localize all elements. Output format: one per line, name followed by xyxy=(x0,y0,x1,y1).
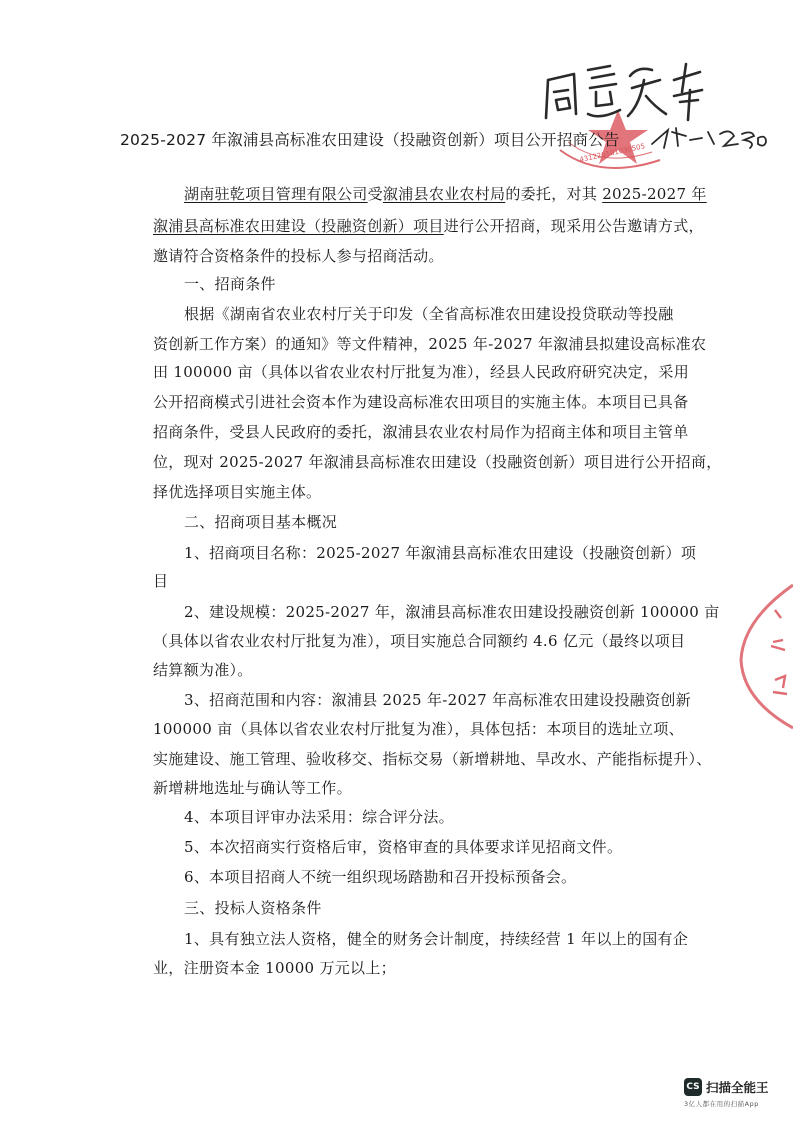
sec3-item-1: 1、具有独立法人资格，健全的财务会计制度，持续经营 1 年以上的国有企 xyxy=(184,930,689,948)
section-2-heading: 二、招商项目基本概况 xyxy=(184,513,338,531)
sec1-line: 根据《湖南省农业农村厅关于印发（全省高标准农田建设投贷联动等投融 xyxy=(184,305,674,323)
sec1-line: 田 100000 亩（具体以省农业农村厅批复为准），经县人民政府研究决定，采用 xyxy=(153,363,689,381)
sec2-item-2-cont: （具体以省农业农村厅批复为准），项目实施总合同额约 4.6 亿元（最终以项目 xyxy=(153,632,686,650)
sec1-line: 招商条件，受县人民政府的委托，溆浦县农业农村局作为招商主体和项目主管单 xyxy=(153,423,689,441)
svg-text:431226101030505: 431226101030505 xyxy=(578,142,646,164)
intro-line-1 xyxy=(184,183,707,204)
project-years: 2025-2027 年 xyxy=(602,185,707,203)
sec2-item-6: 6、本项目招商人不统一组织现场踏勘和召开投标预备会。 xyxy=(184,868,577,886)
sec2-item-1-cont: 目 xyxy=(153,572,169,590)
intro-line-2 xyxy=(153,215,704,236)
intro-text: 的委托，对其 xyxy=(505,185,603,203)
client-name: 溆浦县农业农村局 xyxy=(382,185,506,203)
watermark-tagline: 3亿人都在用的扫描App xyxy=(684,1100,759,1108)
sec2-item-4: 4、本项目评审办法采用：综合评分法。 xyxy=(184,808,454,826)
project-name-link: 溆浦县高标准农田建设（投融资创新）项目 xyxy=(153,217,444,235)
sec2-item-1: 1、招商项目名称：2025-2027 年溆浦县高标准农田建设（投融资创新）项 xyxy=(184,544,697,562)
camscanner-logo-icon: CS xyxy=(684,1078,702,1096)
partial-seal-stamp xyxy=(735,580,793,730)
sec2-item-3-cont: 新增耕地选址与确认等工作。 xyxy=(153,779,352,797)
approval-signature-stamp xyxy=(540,40,770,170)
sec1-line: 资创新工作方案）的通知》等文件精神，2025 年-2027 年溆浦县拟建设高标准农 xyxy=(153,335,707,353)
sec2-item-3-cont: 实施建设、施工管理、验收移交、指标交易（新增耕地、旱改水、产能指标提升）、 xyxy=(153,750,712,768)
sec2-item-3-cont: 100000 亩（具体以省农业农村厅批复为准），具体包括：本项目的选址立项、 xyxy=(153,720,684,738)
sec2-item-2: 2、建设规模：2025-2027 年，溆浦县高标准农田建设投融资创新 100000 亩 xyxy=(184,603,720,621)
sec2-item-5: 5、本次招商实行资格后审，资格审查的具体要求详见招商文件。 xyxy=(184,838,623,856)
sec1-line: 择优选择项目实施主体。 xyxy=(153,483,322,501)
agency-name: 湖南驻乾项目管理有限公司 xyxy=(184,185,368,203)
sec1-line: 公开招商模式引进社会资本作为建设高标准农田项目的实施主体。本项目已具备 xyxy=(153,393,689,411)
sec1-line: 位，现对 2025-2027 年溆浦县高标准农田建设（投融资创新）项目进行公开招商， xyxy=(153,453,722,471)
scanner-watermark xyxy=(684,1078,788,1112)
page-title: 2025-2027 年溆浦县高标准农田建设（投融资创新）项目公开招商公告 xyxy=(120,131,620,149)
sec2-item-2-cont: 结算额为准）。 xyxy=(153,661,253,679)
intro-text: 进行公开招商，现采用公告邀请方式， xyxy=(443,217,704,235)
intro-line-3: 邀请符合资格条件的投标人参与招商活动。 xyxy=(153,247,444,265)
section-3-heading: 三、投标人资格条件 xyxy=(184,899,322,917)
section-1-heading: 一、招商条件 xyxy=(184,275,276,293)
watermark-name: 扫描全能王 xyxy=(706,1080,769,1095)
intro-text: 受 xyxy=(367,185,383,203)
sec3-item-1-cont: 业，注册资本金 10000 万元以上； xyxy=(153,959,396,977)
sec2-item-3: 3、招商范围和内容：溆浦县 2025 年-2027 年高标准农田建设投融资创新 xyxy=(184,691,691,709)
